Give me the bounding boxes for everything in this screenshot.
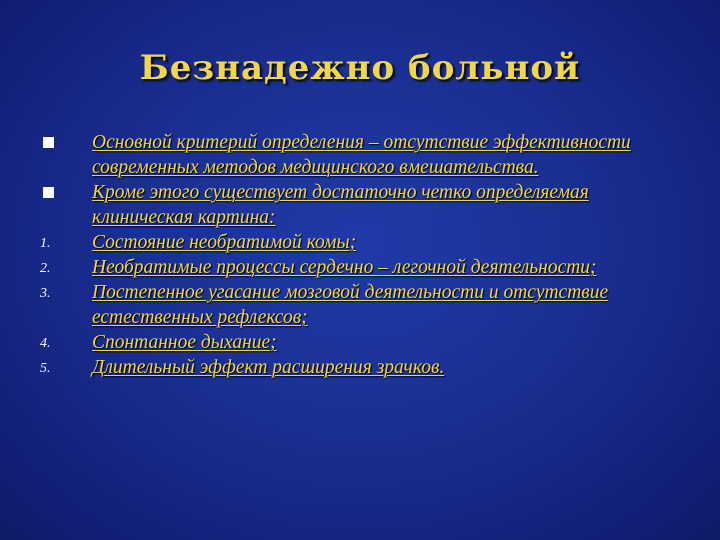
item-number: 4. bbox=[40, 336, 51, 351]
item-text: Спонтанное дыхание; bbox=[92, 332, 277, 353]
item-number: 5. bbox=[40, 361, 51, 376]
item-number: 2. bbox=[40, 261, 51, 276]
numbered-item-1 bbox=[40, 230, 690, 255]
item-text: Состояние необратимой комы; bbox=[92, 232, 357, 253]
bullet-item-criterion bbox=[40, 130, 690, 180]
item-text: Постепенное угасание мозговой деятельности и отсутствие естественных рефлексов; bbox=[92, 282, 609, 328]
numbered-item-3 bbox=[40, 280, 690, 330]
numbered-item-4 bbox=[40, 330, 690, 355]
numbered-item-5 bbox=[40, 355, 690, 380]
square-bullet-icon bbox=[43, 137, 54, 148]
numbered-item-2 bbox=[40, 255, 690, 280]
bullet-text: Основной критерий определения – отсутствие эффективности современных методов медицинского вмешательства. bbox=[92, 132, 631, 178]
bullet-item-clinical-picture bbox=[40, 180, 690, 230]
item-text: Длительный эффект расширения зрачков. bbox=[92, 357, 445, 378]
square-bullet-icon bbox=[43, 187, 54, 198]
slide-title: Безнадежно больной bbox=[139, 48, 581, 88]
item-number: 1. bbox=[40, 236, 51, 251]
item-text: Необратимые процессы сердечно – легочной деятельности; bbox=[92, 257, 597, 278]
bullet-text: Кроме этого существует достаточно четко определяемая клиническая картина: bbox=[92, 182, 589, 228]
slide-content bbox=[40, 130, 690, 380]
item-number: 3. bbox=[40, 286, 51, 301]
